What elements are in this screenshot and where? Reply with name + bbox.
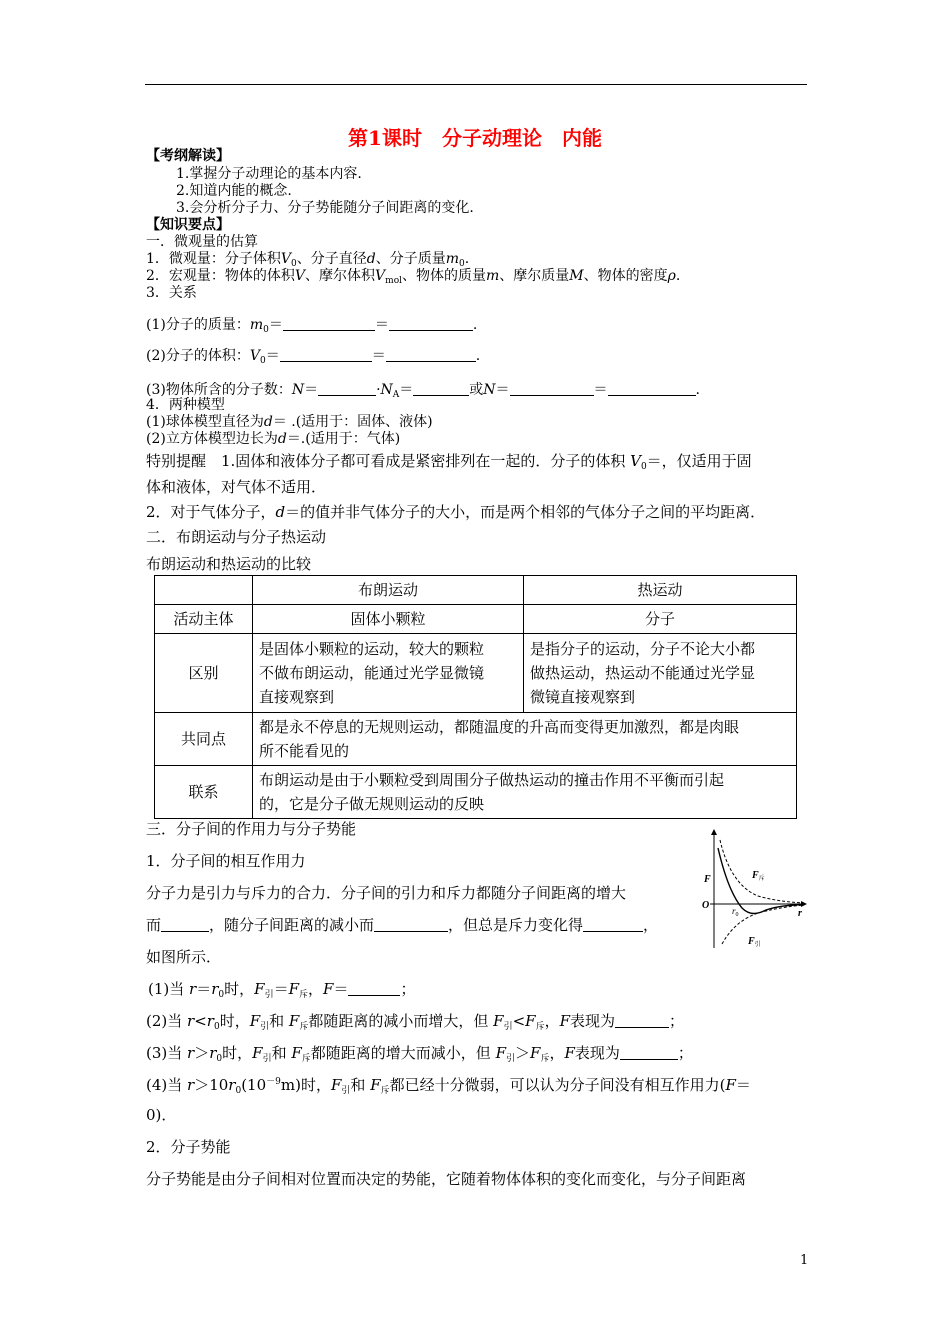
syllabus-item: 3.会分析分子力、分子势能随分子间距离的变化. [176, 200, 474, 216]
answer-blank[interactable] [318, 381, 376, 396]
section-3-title: 三．分子间的作用力与分子势能 [146, 820, 357, 838]
table-cell: 分子 [524, 605, 797, 634]
paragraph: 0)． [146, 1106, 177, 1124]
case-r-less-r0: (2)当 $r<r_0$时，$F_引$和 $F_斥$都随距离的减小而增大，但 $F_引<F_斥$，F表现为 ； [146, 1012, 685, 1032]
macro-quantities: 2．宏观量：物体的体积V、摩尔体积$V_{mol}$、物体的质量m、摩尔质量M、物体的密度ρ. [146, 268, 681, 286]
paragraph: 如图所示． [146, 948, 222, 966]
table-header-cell: 布朗运动 [253, 576, 524, 605]
table-caption: 布朗运动和热运动的比较 [146, 555, 312, 573]
table-row [155, 634, 797, 713]
table-header-cell: 热运动 [524, 576, 797, 605]
syllabus-item: 1.掌握分子动理论的基本内容. [176, 166, 362, 182]
answer-blank[interactable] [280, 347, 372, 362]
answer-blank[interactable] [608, 381, 696, 396]
knowledge-heading: 【知识要点】 [146, 217, 230, 233]
paragraph: 分子势能是由分子间相对位置而决定的势能，它随着物体体积的变化而变化，与分子间距离 [146, 1170, 747, 1188]
special-tip-1: 特别提醒 1.固体和液体分子都可看成是紧密排列在一起的．分子的体积 $V_0=$，仅适用于固 [146, 452, 752, 472]
paragraph: 而 ，随分子间距离的减小而 ，但总是斥力变化得 ， [146, 916, 659, 934]
table-cell: 是固体小颗粒的运动，较大的颗粒 不做布朗运动，能通过光学显微镜 直接观察到 [253, 634, 524, 713]
table-row [155, 766, 797, 819]
answer-blank[interactable] [161, 917, 209, 932]
table-cell: 是指分子的运动，分子不论大小都 做热运动，热运动不能通过光学显 微镜直接观察到 [524, 634, 797, 713]
r0-label: $r_0$ [732, 906, 739, 918]
subsection-molecular-potential: 2．分子势能 [146, 1138, 231, 1156]
paragraph: 分子力是引力与斥力的合力．分子间的引力和斥力都随分子间距离的增大 [146, 884, 627, 902]
case-r-greater-r0: (3)当 $r>r_0$时，$F_引$和 $F_斥$都随距离的增大而减小，但 $F_引>F_斥$，F表现为 ； [146, 1044, 693, 1064]
table-cell: 布朗运动是由于小颗粒受到周围分子做热运动的撞击作用不平衡而引起 的，它是分子做无规则运动的反映 [253, 766, 797, 819]
row-label: 共同点 [155, 713, 253, 766]
answer-blank[interactable] [283, 316, 375, 331]
relation-heading: 3．关系 [146, 285, 197, 301]
syllabus-item: 2.知道内能的概念. [176, 183, 292, 199]
axis-label-F: F [704, 874, 711, 885]
table-row [155, 713, 797, 766]
answer-blank[interactable] [413, 381, 469, 396]
special-tip-2: 2．对于气体分子，d＝的值并非气体分子的大小，而是两个相邻的气体分子之间的平均距离． [146, 503, 766, 521]
comparison-table [154, 575, 797, 819]
answer-blank[interactable] [510, 381, 594, 396]
special-tip-1-cont: 体和液体，对气体不适用． [146, 478, 327, 496]
answer-blank[interactable] [583, 917, 643, 932]
table-cell: 都是永不停息的无规则运动，都随温度的升高而变得更加激烈，都是肉眼 所不能看见的 [253, 713, 797, 766]
relation-molecule-count: (3)物体所含的分子数：$N= \cdot N_A=$ 或N＝ ＝ . [146, 382, 700, 400]
attractive-force-label: $F_引$ [748, 936, 761, 948]
case-r-much-greater-r0: (4)当 $r>10r_0(10^{-9}m)$时，$F_引$和 $F_斥$都已经十分微弱，可以认为分子间没有相互作用力(F＝ [146, 1076, 751, 1096]
row-label: 活动主体 [155, 605, 253, 634]
sphere-model: (1)球体模型直径为d＝ .(适用于：固体、液体) [146, 414, 433, 430]
table-header-cell [155, 576, 253, 605]
cube-model: (2)立方体模型边长为d＝.(适用于：气体) [146, 431, 401, 447]
page-number: 1 [800, 1253, 809, 1268]
page-title: 第1课时 分子动理论 内能 [348, 126, 602, 150]
answer-blank[interactable] [615, 1013, 669, 1028]
subsection-intermolecular-force: 1．分子间的相互作用力 [146, 852, 306, 870]
case-r-equals-r0: (1)当 $r=r_0$时，$F_引=F_斥$，F＝ ； [148, 980, 416, 1000]
section-2-title: 二．布朗运动与分子热运动 [146, 528, 327, 546]
repulsive-force-label: $F_斥$ [752, 870, 765, 882]
row-label: 区别 [155, 634, 253, 713]
table-row [155, 605, 797, 634]
table-cell: 固体小颗粒 [253, 605, 524, 634]
relation-molecular-volume: (2)分子的体积：$V_0=$ ＝ . [146, 348, 481, 366]
answer-blank[interactable] [620, 1045, 678, 1060]
section-1-title: 一．微观量的估算 [146, 234, 258, 250]
answer-blank[interactable] [389, 316, 473, 331]
models-heading: 4．两种模型 [146, 397, 225, 413]
relation-molecular-mass: (1)分子的质量：$m_0=$ ＝ . [146, 317, 478, 335]
syllabus-heading: 【考纲解读】 [146, 148, 230, 164]
axis-label-r: r [798, 908, 802, 919]
force-distance-figure [700, 826, 810, 952]
row-label: 联系 [155, 766, 253, 819]
header-rule [145, 84, 807, 85]
micro-quantities: 1．微观量：分子体积$V_0$、分子直径d、分子质量$m_0$. [146, 251, 470, 269]
origin-label: O [702, 900, 710, 911]
answer-blank[interactable] [348, 981, 400, 996]
answer-blank[interactable] [374, 917, 448, 932]
answer-blank[interactable] [386, 347, 476, 362]
